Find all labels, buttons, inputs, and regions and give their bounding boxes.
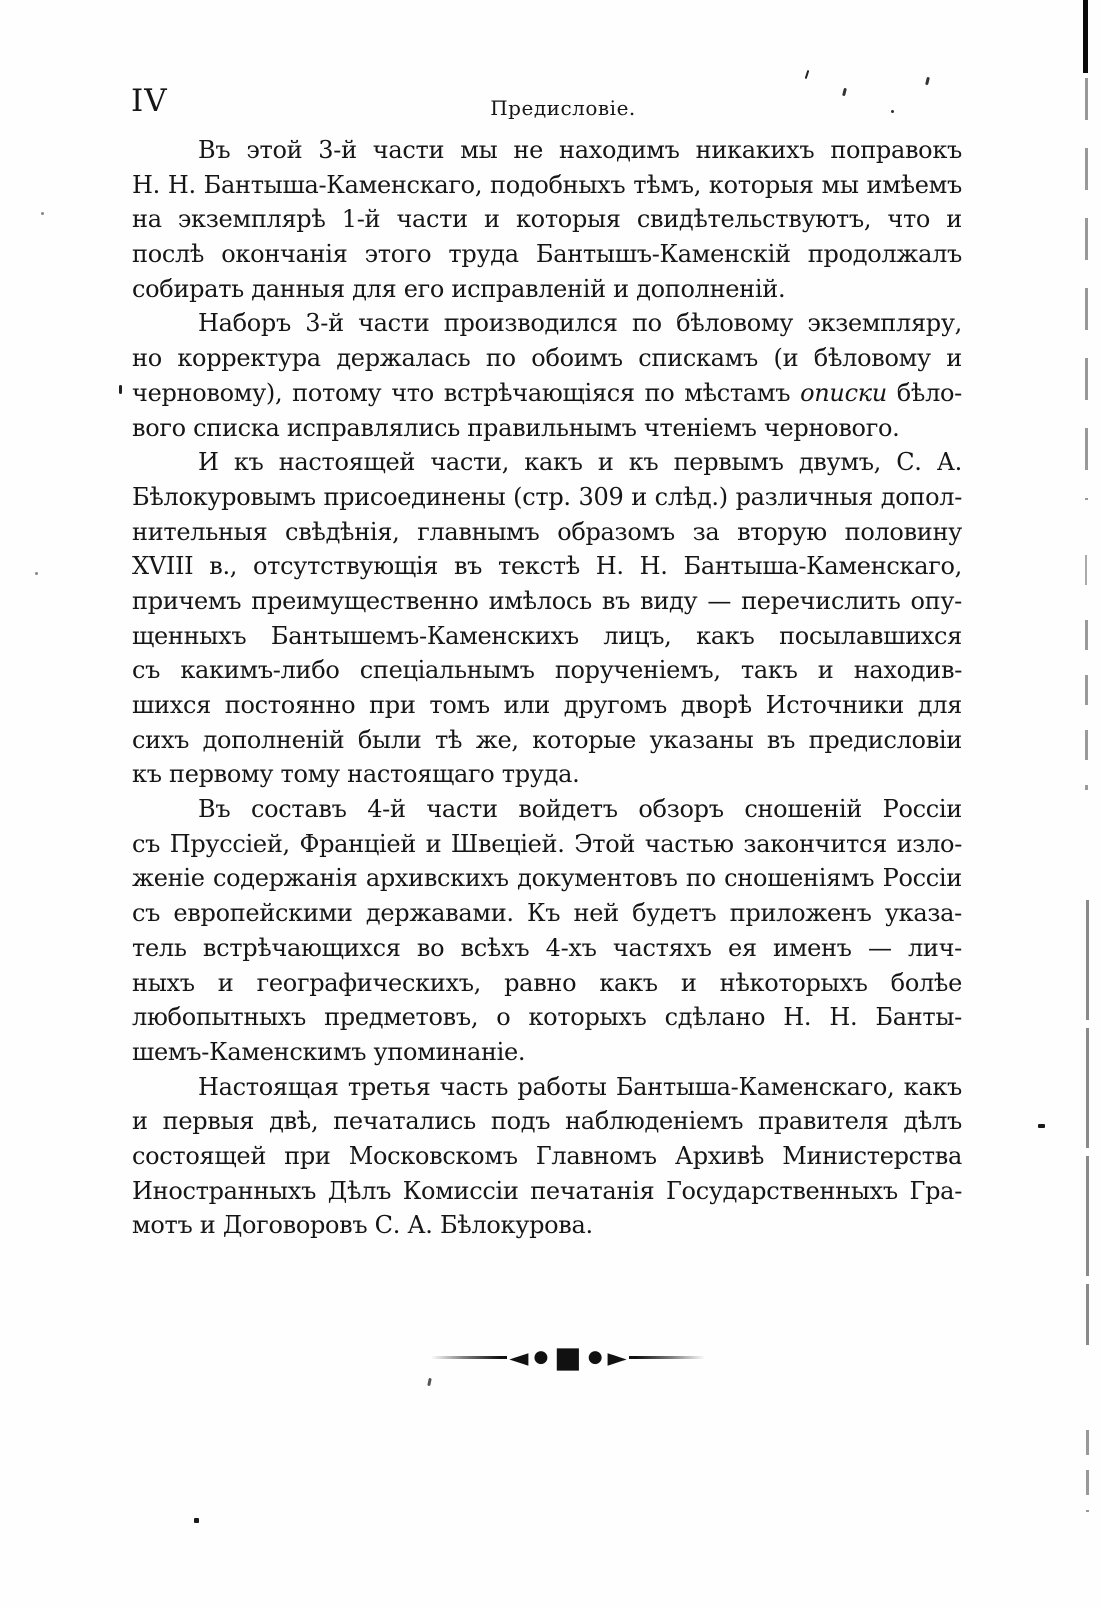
ink-speck — [891, 110, 894, 113]
ink-speck — [805, 70, 810, 79]
paragraph — [132, 792, 962, 1070]
text-line: женіе содержанія архивскихъ документовъ по сношеніямъ Россіи — [132, 864, 962, 893]
text-line: къ первому тому настоящаго труда. — [132, 760, 580, 789]
text-line: Наборъ 3-й части производился по бѣловому экземпляру, — [198, 309, 962, 338]
text-line: состоящей при Московскомъ Главномъ Архивѣ Министерства — [132, 1141, 962, 1170]
text-line: съ Пруссіей, Франціей и Швеціей. Этой частью закончится изло- — [132, 829, 962, 858]
left-taper-rule — [431, 1356, 507, 1359]
text-segment: черновому), потому что встрѣчающіяся по мѣстамъ — [132, 378, 801, 407]
scan-edge-line — [1085, 620, 1088, 790]
text-line: щенныхъ Бантышемъ-Каменскихъ лицъ, какъ посылавшихся — [132, 621, 962, 650]
text-line: Иностранныхъ Дѣлъ Комиссіи печатанія Государственныхъ Гра- — [132, 1176, 962, 1205]
scan-edge-line — [1083, 0, 1088, 73]
italic-term: описки — [800, 378, 887, 407]
text-line: послѣ окончанія этого труда Бантышъ-Каменскій продолжалъ — [132, 240, 962, 269]
divider-ornament — [437, 1339, 699, 1374]
left-triangle-icon: ◄ — [509, 1342, 529, 1372]
text-line: любопытныхъ предметовъ, о которыхъ сдѣлано Н. Н. Банты- — [132, 1003, 962, 1032]
text-line: причемъ преимущественно имѣлось въ виду — перечислить опу- — [132, 586, 962, 615]
text-line: Бѣлокуровымъ присоединены (стр. 309 и слѣд.) различныя допол- — [132, 482, 962, 511]
paragraph — [132, 133, 962, 306]
ink-speck — [427, 1378, 432, 1386]
text-line: ныхъ и географическихъ, равно какъ и нѣкоторыхъ болѣе — [132, 968, 962, 997]
text-line: тель встрѣчающихся во всѣхъ 4-хъ частяхъ ея именъ — лич- — [132, 933, 962, 962]
text-line: собирать данныя для его исправленій и дополненій. — [132, 274, 786, 303]
text-line: Въ составъ 4-й части войдетъ обзоръ сношеній Россіи — [198, 795, 962, 824]
text-line: шемъ-Каменскимъ упоминаніе. — [132, 1037, 526, 1066]
text-line: и первыя двѣ, печатались подъ наблюденіемъ правителя дѣлъ — [132, 1107, 962, 1136]
scan-edge-line — [1086, 900, 1089, 1345]
ink-speck — [119, 385, 122, 394]
text-line: Настоящая третья часть работы Бантыша-Каменскаго, какъ — [198, 1072, 962, 1101]
right-dot-icon: ● — [587, 1346, 603, 1367]
text-line: И къ настоящей части, какъ и къ первымъ двумъ, С. А. — [198, 448, 962, 477]
text-line: Н. Н. Бантыша-Каменскаго, подобныхъ тѣмъ, которыя мы имѣемъ — [132, 170, 962, 199]
right-taper-rule — [629, 1356, 705, 1359]
paragraph — [132, 1070, 962, 1243]
ink-speck — [842, 88, 847, 96]
ink-speck — [1038, 1124, 1045, 1128]
text-line: съ какимъ-либо спеціальнымъ порученіемъ, такъ и находив- — [132, 656, 962, 685]
text-line: мотъ и Договоровъ С. А. Бѣлокурова. — [132, 1211, 593, 1240]
scan-edge-line — [1086, 1430, 1089, 1512]
ink-speck — [41, 212, 44, 215]
text-line: Въ этой 3-й части мы не находимъ никакихъ поправокъ — [198, 136, 962, 164]
running-header-title: Предисловіе. — [490, 96, 636, 120]
paragraph — [132, 306, 962, 445]
text-line: на экземплярѣ 1-й части и которыя свидѣтельствуютъ, что и — [132, 205, 962, 234]
text-line: шихся постоянно при томъ или другомъ дворѣ Источники для — [132, 691, 962, 719]
text-line: съ европейскими державами. Къ ней будетъ приложенъ указа- — [132, 899, 962, 928]
scan-edge-line — [1085, 78, 1088, 500]
text-line: вого списка исправлялись правильнымъ чтеніемъ чернового. — [132, 413, 900, 442]
paragraph — [132, 445, 962, 792]
scan-edge-line — [1085, 555, 1087, 585]
ink-speck — [35, 572, 38, 575]
text-line — [132, 376, 962, 411]
right-triangle-icon: ► — [607, 1342, 627, 1372]
left-dot-icon: ● — [533, 1346, 549, 1367]
text-line: но корректура держалась по обоимъ спискамъ (и бѣловому и — [132, 344, 962, 373]
page-number: IV — [131, 83, 168, 119]
center-square-icon: ■ — [554, 1339, 582, 1374]
ink-speck — [194, 1518, 199, 1523]
text-line: XVIII в., отсутствующія въ текстѣ Н. Н. Бантыша-Каменскаго, — [132, 552, 962, 581]
text-line: нительныя свѣдѣнія, главнымъ образомъ за вторую половину — [132, 517, 962, 546]
ink-speck — [925, 77, 930, 85]
body-text-block — [132, 133, 962, 1243]
text-segment: бѣло- — [886, 378, 962, 407]
text-line: сихъ дополненій были тѣ же, которые указаны въ предисловіи — [132, 725, 962, 754]
